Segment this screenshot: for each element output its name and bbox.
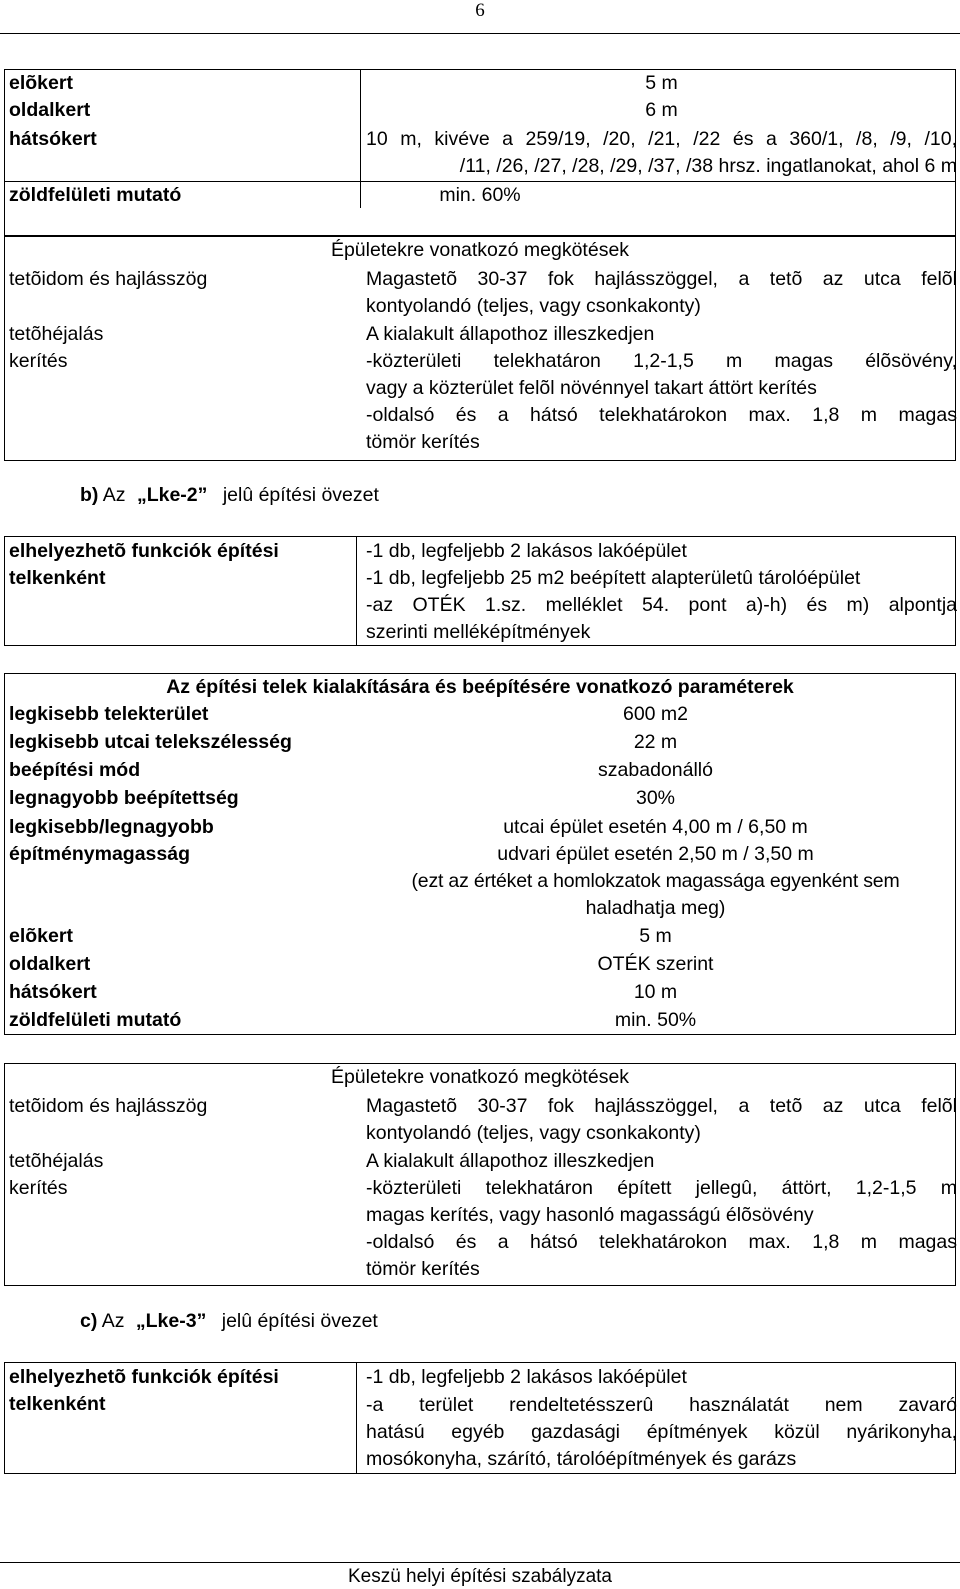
row-value-front-garden: 5 m (645, 72, 678, 94)
functions-value-line2: -1 db, legfeljebb 25 m2 beépített alapterületû tárolóépület (366, 567, 861, 589)
zone-a-distances-table (4, 69, 956, 237)
functions-label-line1: elhelyezhetõ funkciók építési (9, 1366, 279, 1388)
param-value-max-coverage: 30% (635, 787, 676, 809)
zone-c-suffix: jelû építési övezet (221, 1310, 378, 1332)
zone-b-heading (80, 482, 379, 509)
param-value-height-line4: haladhatja meg) (585, 897, 726, 919)
zone-c-heading (80, 1308, 378, 1335)
functions-label-line2: telkenként (9, 1393, 106, 1415)
fence-label: kerítés (9, 350, 68, 372)
param-label-building-mode: beépítési mód (9, 759, 141, 781)
functions-value-line1: -1 db, legfeljebb 2 lakásos lakóépület (366, 1366, 687, 1388)
header-rule (0, 33, 960, 34)
functions-label-line1: elhelyezhetõ funkciók építési (9, 540, 279, 562)
building-constraints-title: Épületekre vonatkozó megkötések (330, 239, 630, 261)
roof-cover-value: A kialakult állapothoz illeszkedjen (366, 323, 655, 345)
row-label-green-ratio: zöldfelületi mutató (9, 184, 182, 206)
param-label-front-garden: elõkert (9, 925, 73, 947)
row-label-side-garden: oldalkert (9, 99, 91, 121)
zone-b-code: „Lke-2” (136, 484, 208, 506)
param-label-max-coverage: legnagyobb beépítettség (9, 787, 239, 809)
param-value-height-line3: (ezt az értéket a homlokzatok magassága egyenként sem (411, 870, 900, 892)
fence-value-line2: magas kerítés, vagy hasonló magasságú élõsövény (366, 1204, 814, 1226)
column-divider (356, 1363, 357, 1473)
fence-value-line1: -közterületi telekhatáron 1,2-1,5 m magas élõsövény, (366, 350, 957, 372)
roof-shape-value-line2: kontyolandó (teljes, vagy csonkakonty) (366, 1122, 701, 1144)
zone-c-prefix: Az (101, 1310, 125, 1332)
roof-cover-value: A kialakult állapothoz illeszkedjen (366, 1150, 655, 1172)
page-number: 6 (475, 0, 485, 21)
param-value-side-garden: OTÉK szerint (597, 953, 714, 975)
functions-label-line2: telkenként (9, 567, 106, 589)
functions-value-line3: -az OTÉK 1.sz. melléklet 54. pont a)-h) és m) alpontja (366, 594, 957, 616)
building-constraints-title: Épületekre vonatkozó megkötések (330, 1066, 630, 1088)
parameters-title: Az építési telek kialakítására és beépítésére vonatkozó paraméterek (166, 676, 794, 698)
param-label-min-plot-area: legkisebb telekterület (9, 703, 209, 725)
fence-label: kerítés (9, 1177, 68, 1199)
functions-value-line4: szerinti melléképítmények (366, 621, 591, 643)
param-label-height-line2: építménymagasság (9, 843, 190, 865)
row-label-front-garden: elõkert (9, 72, 73, 94)
zone-c-letter: c) (80, 1310, 98, 1332)
row-value-back-garden-line1: 10 m, kivéve a 259/19, /20, /21, /22 és a 360/1, /8, /9, /10, (366, 128, 957, 150)
fence-value-line4: tömör kerítés (366, 1258, 480, 1280)
param-label-min-street-width: legkisebb utcai telekszélesség (9, 731, 292, 753)
param-value-height-line2: udvari épület esetén 2,50 m / 3,50 m (497, 843, 814, 865)
zone-b-suffix: jelû építési övezet (222, 484, 379, 506)
zone-b-functions-table (4, 536, 956, 646)
param-label-side-garden: oldalkert (9, 953, 91, 975)
row-value-side-garden: 6 m (645, 99, 678, 121)
zone-b-parameters-table (4, 673, 956, 1035)
building-constraints-table-b (4, 1063, 956, 1286)
roof-shape-value-line1: Magastetõ 30-37 fok hajlásszöggel, a tetõ az utca felõl (366, 1095, 957, 1117)
zone-c-code: „Lke-3” (135, 1310, 207, 1332)
param-value-green-ratio: min. 50% (614, 1009, 697, 1031)
roof-shape-value-line2: kontyolandó (teljes, vagy csonkakonty) (366, 295, 701, 317)
functions-value-line2: -a terület rendeltetésszerû használatát nem zavaró (366, 1394, 957, 1416)
param-value-min-street-width: 22 m (633, 731, 678, 753)
fence-value-line3: -oldalsó és a hátsó telekhatárokon max. 1,8 m magas (366, 404, 957, 426)
zone-b-prefix: Az (102, 484, 126, 506)
building-constraints-table-a (4, 235, 956, 461)
functions-value-line3: hatású egyéb gazdasági építmények közül nyárikonyha, (366, 1421, 957, 1443)
row-value-green-ratio: min. 60% (439, 184, 521, 206)
fence-value-line2: vagy a közterület felõl növénnyel takart áttört kerítés (366, 377, 817, 399)
param-value-back-garden: 10 m (633, 981, 678, 1003)
param-label-height-line1: legkisebb/legnagyobb (9, 816, 214, 838)
param-label-green-ratio: zöldfelületi mutató (9, 1009, 182, 1031)
roof-cover-label: tetõhéjalás (9, 323, 104, 345)
param-value-front-garden: 5 m (639, 925, 672, 947)
functions-value-line1: -1 db, legfeljebb 2 lakásos lakóépület (366, 540, 687, 562)
row-value-back-garden-line2: /11, /26, /27, /28, /29, /37, /38 hrsz. ingatlanokat, ahol 6 m (459, 155, 957, 177)
zone-b-letter: b) (80, 484, 99, 506)
column-divider (356, 537, 357, 645)
row-label-back-garden: hátsókert (9, 128, 97, 150)
fence-value-line3: -oldalsó és a hátsó telekhatárokon max. 1,8 m magas (366, 1231, 957, 1253)
functions-value-line4: mosókonyha, szárító, tárolóépítmények és garázs (366, 1448, 797, 1470)
param-value-height-line1: utcai épület esetén 4,00 m / 6,50 m (503, 816, 808, 838)
roof-cover-label: tetõhéjalás (9, 1150, 104, 1172)
zone-c-functions-table (4, 1362, 956, 1474)
param-value-building-mode: szabadonálló (598, 759, 713, 781)
roof-shape-value-line1: Magastetõ 30-37 fok hajlásszöggel, a tetõ az utca felõl (366, 268, 957, 290)
param-value-min-plot-area: 600 m2 (622, 703, 689, 725)
fence-value-line1: -közterületi telekhatáron épített jellegû, áttört, 1,2-1,5 m (366, 1177, 957, 1199)
footer-text: Keszü helyi építési szabályzata (347, 1566, 613, 1587)
roof-shape-label: tetõidom és hajlásszög (9, 1095, 208, 1117)
fence-value-line4: tömör kerítés (366, 431, 480, 453)
footer-rule (0, 1562, 960, 1563)
roof-shape-label: tetõidom és hajlásszög (9, 268, 208, 290)
param-label-back-garden: hátsókert (9, 981, 97, 1003)
